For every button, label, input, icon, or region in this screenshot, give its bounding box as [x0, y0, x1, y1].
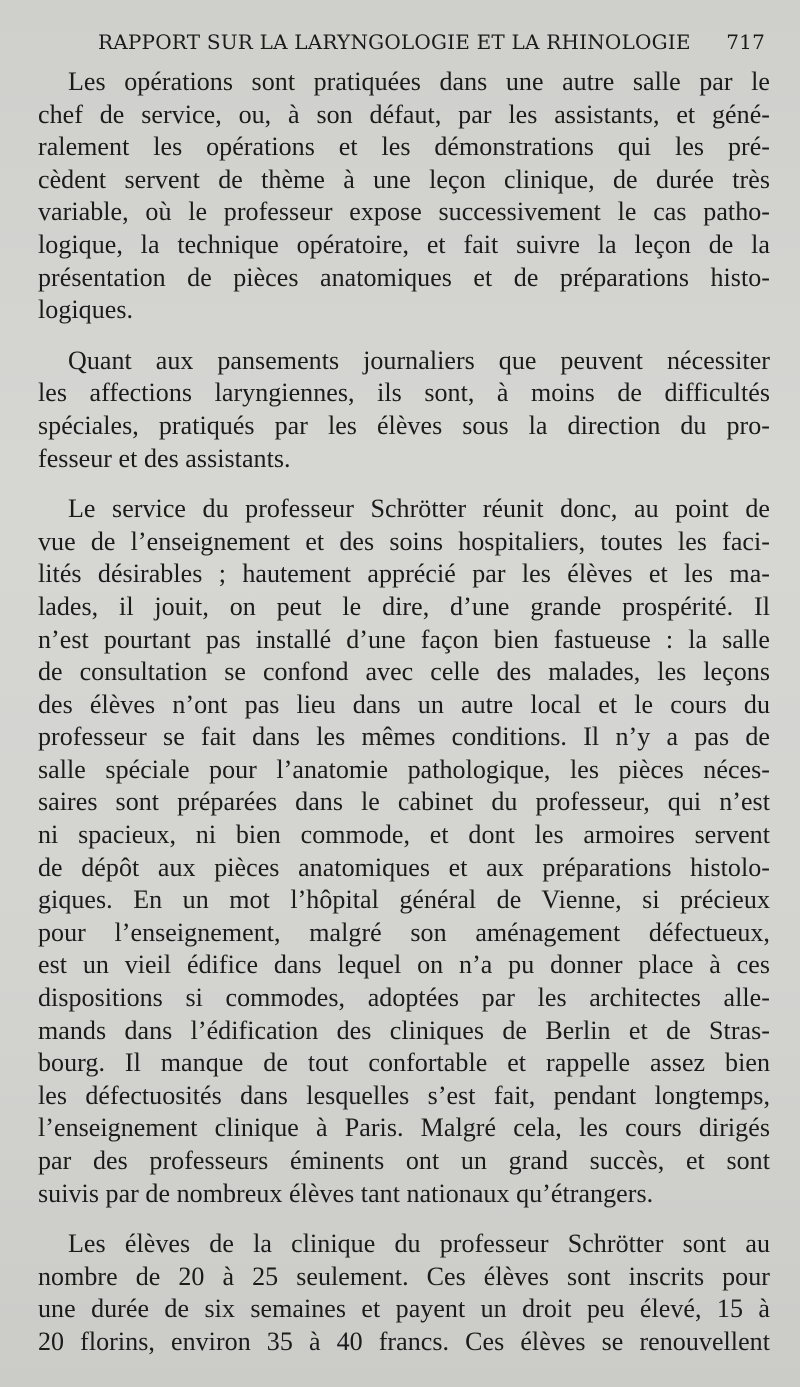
text-line: est un vieil édifice dans lequel on n’a pu donner place à ces	[38, 950, 770, 980]
text-line: 20 florins, environ 35 à 40 francs. Ces élèves se renouvellent	[38, 1326, 770, 1356]
text-line: présentation de pièces anatomiques et de préparations histo-	[38, 262, 770, 292]
text-line: ralement les opérations et les démonstrations qui les pré-	[38, 132, 770, 162]
text-line: professeur se fait dans les mêmes conditions. Il n’y a pas de	[38, 722, 770, 752]
text-line: de consultation se confond avec celle des malades, les leçons	[38, 657, 770, 687]
text-line: Quant aux pansements journaliers que peuvent nécessiter	[68, 345, 770, 375]
text-line: saires sont préparées dans le cabinet du professeur, qui n’est	[38, 787, 770, 817]
text-line: suivis par de nombreux élèves tant nationaux qu’étrangers.	[38, 1178, 654, 1208]
text-line: vue de l’enseignement et des soins hospitaliers, toutes les faci-	[38, 526, 770, 556]
text-line: les affections laryngiennes, ils sont, à moins de difficultés	[38, 378, 770, 408]
text-line: ni spacieux, ni bien commode, et dont les armoires servent	[38, 820, 770, 850]
text-line: Les élèves de la clinique du professeur Schrötter sont au	[68, 1229, 770, 1259]
running-title: RAPPORT SUR LA LARYNGOLOGIE ET LA RHINOLOGIE	[98, 30, 691, 54]
text-line: mands dans l’édification des cliniques de Berlin et de Stras-	[38, 1015, 770, 1045]
text-line: Les opérations sont pratiquées dans une autre salle par le	[68, 67, 770, 96]
text-line: des élèves n’ont pas lieu dans un autre local et le cours du	[38, 689, 770, 719]
text-line: lités désirables ; hautement apprécié par les élèves et les ma-	[38, 559, 770, 589]
paragraph	[38, 1228, 770, 1358]
text-line: pour l’enseignement, malgré son aménagement défectueux,	[38, 917, 770, 947]
text-line: chef de service, ou, à son défaut, par les assistants, et géné-	[38, 99, 770, 129]
text-line: lades, il jouit, on peut le dire, d’une grande prospérité. Il	[38, 591, 770, 621]
text-line: de dépôt aux pièces anatomiques et aux préparations histolo-	[38, 852, 770, 882]
paragraph	[38, 66, 770, 327]
paragraph	[38, 493, 770, 1210]
text-line: variable, où le professeur expose successivement le cas patho-	[38, 197, 770, 227]
text-line: l’enseignement clinique à Paris. Malgré cela, les cours dirigés	[38, 1113, 770, 1143]
running-head	[98, 30, 765, 60]
text-line: n’est pourtant pas installé d’une façon bien fastueuse : la salle	[38, 624, 770, 654]
text-line: logiques.	[38, 295, 134, 325]
body-text	[38, 66, 770, 1377]
text-line: bourg. Il manque de tout confortable et rappelle assez bien	[38, 1048, 770, 1078]
text-line: Le service du professeur Schrötter réunit donc, au point de	[68, 494, 770, 524]
text-line: spéciales, pratiqués par les élèves sous la direction du pro-	[38, 410, 770, 440]
paragraph	[38, 345, 770, 475]
page-number: 717	[726, 30, 765, 54]
text-line: salle spéciale pour l’anatomie pathologique, les pièces néces-	[38, 754, 770, 784]
text-line: dispositions si commodes, adoptées par les architectes alle-	[38, 983, 770, 1013]
text-line: par des professeurs éminents ont un grand succès, et sont	[38, 1146, 770, 1175]
text-line: logique, la technique opératoire, et fait suivre la leçon de la	[38, 229, 770, 259]
text-line: fesseur et des assistants.	[38, 443, 291, 473]
text-line: cèdent servent de thème à une leçon clinique, de durée très	[38, 164, 770, 194]
text-line: nombre de 20 à 25 seulement. Ces élèves sont inscrits pour	[38, 1261, 770, 1291]
text-line: une durée de six semaines et payent un droit peu élevé, 15 à	[38, 1294, 770, 1324]
text-line: giques. En un mot l’hôpital général de Vienne, si précieux	[38, 885, 770, 915]
text-line: les défectuosités dans lesquelles s’est fait, pendant longtemps,	[38, 1080, 770, 1110]
